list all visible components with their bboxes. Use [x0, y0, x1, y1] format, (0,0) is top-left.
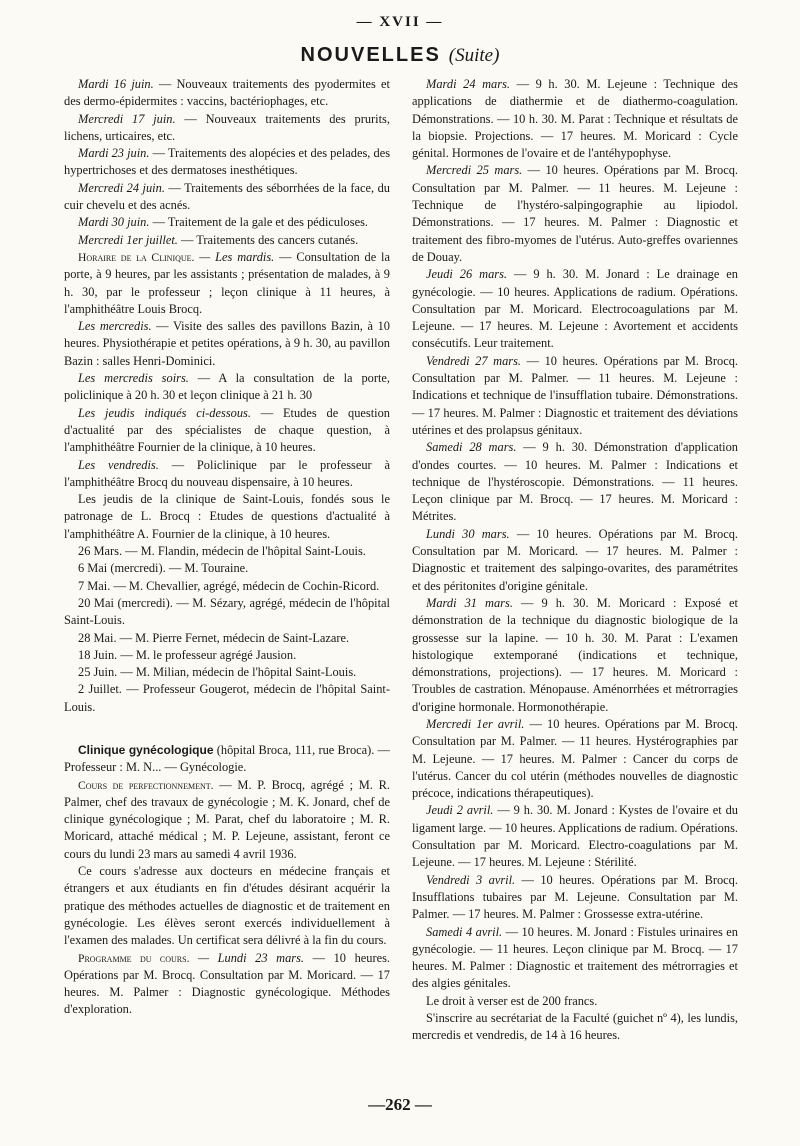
date-label: Vendredi 3 avril. [426, 872, 516, 887]
paragraph-text: 7 Mai. — M. Chevallier, agrégé, médecin de Cochin-Ricord. [78, 578, 380, 593]
paragraph [64, 318, 390, 370]
paragraph-text: — Nouveaux traitements des pyodermites et des dermo-épidermites : vaccins, bactériophages, etc. [64, 77, 390, 109]
left-column [64, 76, 390, 1019]
date-label: Jeudi 2 avril. [426, 803, 494, 818]
date-label: — Lundi 23 mars. [189, 950, 305, 965]
paragraph-text: — 10 heures. Opérations par M. Brocq. Consultation par M. Moricard. — 17 heures. M. Palmer : Diagnostic gynécologique. Méthodes d'exploration. [64, 950, 390, 1017]
paragraph [64, 405, 390, 457]
paragraph-text: — 10 heures. Opérations par M. Brocq. Insufflations tubaires par M. Lejeune. Consultation par M. Palmer. — 17 heures. M. Palmer : Grossesse extra-utérine. [412, 872, 738, 922]
date-label: Mercredi 1er avril. [426, 716, 525, 731]
paragraph-text: — 9 h. 30. M. Lejeune : Technique des applications de diathermie et de diathermo-coagulation. Démonstrations. — 10 h. 30. M. Parat : Technique et résultats de la biopsie. Projections. — 17 heures. M. Moricard : Cycle génital. Hormones de l'ovaire et de l'antéhypophyse. [412, 77, 738, 161]
paragraph [64, 370, 390, 405]
paragraph-text: — 10 heures. Opérations par M. Brocq. Consultation par M. Palmer. — 11 heures. M. Lejeune : Technique de l'hystéro-salpingographie au lipiodol. Démonstrations. — 17 heures. M. Palmer : Diagnostic et traitement des fibro-myomes de l'utérus. Auto-greffes ovariennes de Douay. [412, 163, 738, 264]
date-label: Les mercredis soirs. [78, 371, 189, 386]
paragraph [64, 647, 390, 664]
paragraph-text: — Traitements des séborrhées de la face, du cuir chevelu et des acnés. [64, 180, 390, 213]
paragraph [64, 863, 390, 949]
page-roman-header: — XVII — [356, 14, 444, 30]
paragraph-text: — 9 h. 30. M. Jonard : Kystes de l'ovaire et du ligament large. — 10 heures. Applications de radium. Opérations. Consultation par M. Moricard. Electro-coagulations par M. Lejeune. — 17 heures. M. Lejeune : Stérilité. [412, 803, 738, 870]
date-label: Mercredi 17 juin. [78, 111, 176, 126]
date-label: Mercredi 25 mars. [426, 163, 523, 178]
paragraph [412, 872, 738, 924]
paragraph [64, 249, 390, 318]
paragraph [64, 681, 390, 716]
paragraph [64, 742, 390, 777]
date-label: Les mercredis. [78, 319, 152, 334]
paragraph-text: — M. P. Brocq, agrégé ; M. R. Palmer, chef des travaux de gynécologie ; M. K. Jonard, chef de clinique gynécologique ; M. Parat, chef du laboratoire ; M. R. Moricard, attaché médical ; M. P. Lejeune, assistant, feront ce cours du lundi 23 mars au samedi 4 avril 1936. [64, 777, 390, 861]
paragraph-text: — Etudes de question d'actualité par des spécialistes de chaque question, à l'amphithéâtre Fournier de la clinique, à 10 heures. [64, 405, 390, 455]
page-number: —262 — [368, 1095, 432, 1114]
paragraph [412, 924, 738, 993]
section-heading: Clinique gynécologique [78, 742, 214, 757]
paragraph [412, 1010, 738, 1045]
date-label: — Les mardis. [194, 249, 275, 264]
paragraph-text: 20 Mai (mercredi). — M. Sézary, agrégé, médecin de l'hôpital Saint-Louis. [64, 595, 390, 628]
right-column [412, 76, 738, 1045]
paragraph-text: — 9 h. 30. Démonstration d'application d'ondes courtes. — 10 heures. M. Palmer : Indications et technique de l'hystéroscopie. Démonstrations. — 11 heures. Leçon clinique par M. Brocq. — 17 heures. M. Moricard : Métrites. [412, 440, 739, 524]
paragraph [64, 145, 390, 180]
paragraph-text: — 10 heures. M. Jonard : Fistules urinaires en gynécologie. — 11 heures. Leçon clinique par M. Brocq. — 17 heures. M. Palmer : Diagnostic et traitement des métrorragies et des algies génitales. [412, 924, 738, 991]
date-label: Mercredi 24 juin. [78, 180, 165, 195]
paragraph [64, 543, 390, 560]
paragraph-text: 6 Mai (mercredi). — M. Touraine. [78, 561, 249, 576]
section-title [0, 44, 800, 67]
paragraph-text: — Nouveaux traitements des prurits, lichens, urticaires, etc. [64, 111, 390, 143]
date-label: Mercredi 1er juillet. [78, 232, 178, 247]
paragraph-text: — Visite des salles des pavillons Bazin, à 10 heures. Physiothérapie et petites opérations, à 9 h. 30, au pavillon Bazin : salles Henri-Dominici. [64, 319, 390, 368]
paragraph-text: — A la consultation de la porte, policlinique à 20 h. 30 et leçon clinique à 21 h. 30 [64, 371, 390, 403]
paragraph [64, 232, 390, 249]
paragraph-text: 28 Mai. — M. Pierre Fernet, médecin de Saint-Lazare. [78, 630, 350, 645]
paragraph [412, 353, 738, 439]
date-label: Mardi 31 mars. [426, 595, 513, 610]
title-text: NOUVELLES [300, 44, 441, 66]
paragraph-text: 18 Juin. — M. le professeur agrégé Jausion. [78, 647, 297, 662]
date-label: Mardi 24 mars. [426, 77, 510, 91]
paragraph [64, 491, 390, 543]
date-label: Les vendredis. [78, 457, 159, 472]
paragraph [64, 777, 390, 863]
paragraph [64, 950, 390, 1019]
paragraph [64, 76, 390, 111]
paragraph-text: Les jeudis de la clinique de Saint-Louis, fondés sous le patronage de L. Brocq : Etudes de questions d'actualité à l'amphithéâtre A. Fournier de la clinique, à 10 heures. [64, 492, 390, 541]
paragraph-text: 25 Juin. — M. Milian, médecin de l'hôpital Saint-Louis. [78, 665, 357, 680]
title-subtitle: (Suite) [448, 45, 500, 66]
paragraph-text: Ce cours s'adresse aux docteurs en médecine français et étrangers et aux étudiants en fin d'études désirant acquérir la pratique des méthodes actuelles de diagnostic et de traitement en gynécologie. Les élèves seront exercés individuellement à l'examen des malades. Un certificat sera délivré à la fin du cours. [64, 864, 390, 948]
date-label: Samedi 4 avril. [426, 924, 503, 939]
paragraph-text: — Traitement de la gale et des pédiculoses. [149, 215, 368, 230]
paragraph [412, 266, 738, 352]
paragraph [412, 76, 738, 162]
smallcaps-heading: Programme du cours. [78, 951, 190, 965]
date-label: Samedi 28 mars. [426, 440, 517, 455]
paragraph [64, 457, 390, 492]
paragraph-text: — 10 heures. Opérations par M. Brocq. Consultation par M. Moricard. — 17 heures. M. Palmer : Diagnostic et traitement des salpingo-ovarites, des paramétrites et des péritonites d'origine génitale. [412, 526, 738, 593]
paragraph [64, 111, 390, 146]
date-label: Mardi 23 juin. [78, 146, 150, 161]
paragraph-text: — 9 h. 30. M. Moricard : Exposé et démonstration de la technique du diagnostic biologique de la grossesse sur la lapine. — 10 h. 30. M. Parat : L'examen histologique extemporané (indications et technique, démonstrations, projections). — 17 heures. M. Moricard : Troubles de castration. Ménopause. Aménorrhées et métrorragies d'origine hormonale. Hormonothérapie. [412, 595, 738, 714]
paragraph-text: (hôpital Broca, 111, rue Broca). — Professeur : M. N... — Gynécologie. [64, 742, 391, 775]
date-label: Lundi 30 mars. [426, 526, 510, 541]
paragraph [412, 526, 738, 595]
smallcaps-heading: Horaire de la Clinique. [78, 250, 195, 264]
paragraph [64, 578, 390, 595]
paragraph-text: — 10 heures. Opérations par M. Brocq. Consultation par M. Palmer. — 11 heures. Hystérographies par M. Lejeune. — 17 heures. M. Palmer : Cancer du corps de l'utérus. Cancer du col utérin (méthodes nouvelles de diagnostic précoce, indications thérapeutiques). [412, 716, 738, 801]
paragraph-text: 26 Mars. — M. Flandin, médecin de l'hôpital Saint-Louis. [78, 544, 366, 559]
paragraph-text: — Consultation de la porte, à 9 heures, par les assistants ; présentation de malades, à 9 h. 30, par le professeur ; leçon clinique à 11 heures, à l'amphithéâtre Louis Brocq. [64, 249, 390, 316]
paragraph-text: — 9 h. 30. M. Jonard : Le drainage en gynécologie. — 10 heures. Applications de radium. Opérations. Consultation par M. Moricard. Electrocoagulations par M. Lejeune. — 17 heures. M. Lejeune : Avortement et accidents consécutifs. Leur traitement. [412, 267, 738, 351]
paragraph [64, 595, 390, 630]
paragraph-text: — Policlinique par le professeur à l'amphithéâtre Brocq du nouveau dispensaire, à 10 heures. [64, 457, 390, 489]
paragraph [412, 802, 738, 871]
paragraph [64, 664, 390, 681]
paragraph-text: — Traitements des alopécies et des pelades, des hypertrichoses et des dermatoses inesthétiques. [64, 146, 391, 178]
date-label: Les jeudis indiqués ci-dessous. [78, 405, 251, 420]
paragraph-text: 2 Juillet. — Professeur Gougerot, médecin de l'hôpital Saint-Louis. [64, 682, 390, 714]
paragraph [64, 180, 390, 215]
paragraph-text: — Traitements des cancers cutanés. [177, 232, 359, 247]
date-label: Mardi 16 juin. [78, 77, 154, 91]
date-label: Mardi 30 juin. [78, 215, 150, 230]
paragraph-text: Le droit à verser est de 200 francs. [426, 993, 598, 1008]
paragraph-text: — 10 heures. Opérations par M. Brocq. Consultation par M. Palmer. — 11 heures. M. Lejeune : Indications et technique de l'insufflation tubaire. Démonstrations. — 17 heures. M. Palmer : Diagnostic et traitement des déviations utérines et des prolapsus génitaux. [412, 353, 738, 437]
paragraph [64, 560, 390, 577]
date-label: Vendredi 27 mars. [426, 353, 522, 368]
paragraph-text: S'inscrire au secrétariat de la Faculté (guichet nº 4), les lundis, mercredis et vendredis, de 14 à 16 heures. [412, 1011, 738, 1043]
date-label: Jeudi 26 mars. [426, 267, 508, 282]
smallcaps-heading: Cours de perfectionnement. [78, 778, 214, 792]
paragraph [412, 595, 738, 716]
paragraph [64, 214, 390, 231]
paragraph [412, 439, 738, 525]
paragraph [412, 993, 738, 1010]
paragraph [412, 716, 738, 802]
paragraph [64, 630, 390, 647]
paragraph [412, 162, 738, 266]
